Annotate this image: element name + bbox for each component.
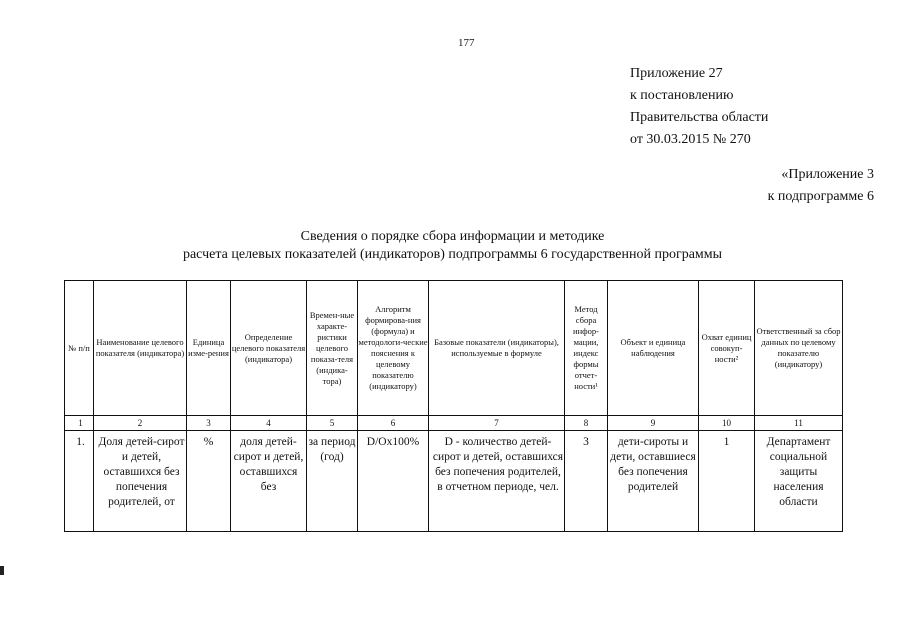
header-cell: Времен-ные характе-ристики целевого показа-теля (индика-тора): [307, 281, 358, 416]
header-cell: Алгоритм формирова-ния (формула) и методологи-ческие пояснения к целевому показателю (индикатору): [358, 281, 429, 416]
appendix-line: Правительства области: [630, 110, 769, 125]
column-number-cell: 6: [358, 416, 429, 431]
coverage-cell: 1: [699, 431, 755, 532]
sub-appendix-line: к подпрограмме 6: [767, 189, 874, 204]
row-number-cell: 1.: [65, 431, 94, 532]
table-row: [65, 431, 843, 532]
indicator-name-cell: Доля детей-сирот и детей, оставшихся без попечения родителей, от: [94, 431, 187, 532]
sub-appendix-line: «Приложение 3: [781, 167, 874, 182]
indicators-table: [64, 280, 843, 532]
unit-cell: %: [187, 431, 231, 532]
column-number-cell: 5: [307, 416, 358, 431]
title-line-1: Сведения о порядке сбора информации и методике: [300, 229, 605, 244]
responsible-cell: Департамент социальной защиты населения области: [755, 431, 843, 532]
column-number-cell: 4: [231, 416, 307, 431]
column-number-cell: 1: [65, 416, 94, 431]
header-cell: Наименование целевого показателя (индикатора): [94, 281, 187, 416]
header-cell: № п/п: [65, 281, 94, 416]
appendix-block: [630, 63, 768, 151]
time-cell: за период (год): [307, 431, 358, 532]
method-cell: 3: [565, 431, 608, 532]
header-cell: Определение целевого показателя (индикатора): [231, 281, 307, 416]
column-number-cell: 9: [608, 416, 699, 431]
object-cell: дети-сироты и дети, оставшиеся без попечения родителей: [608, 431, 699, 532]
page-number: 177: [458, 37, 475, 49]
title-line-2: расчета целевых показателей (индикаторов) подпрограммы 6 государственной программы: [182, 247, 723, 262]
column-number-cell: 10: [699, 416, 755, 431]
header-cell: Объект и единица наблюдения: [608, 281, 699, 416]
header-cell: Охват единиц совокуп-ности²: [699, 281, 755, 416]
base-indicators-cell: D - количество детей-сирот и детей, оставшихся без попечения родителей, в отчетном периоде, чел.: [429, 431, 565, 532]
header-cell: Базовые показатели (индикаторы), используемые в формуле: [429, 281, 565, 416]
column-number-cell: 3: [187, 416, 231, 431]
sub-appendix-block: [768, 164, 874, 208]
column-number-row: [65, 416, 843, 431]
table-header-row: [65, 281, 843, 416]
header-cell: Единица изме-рения: [187, 281, 231, 416]
appendix-line: Приложение 27: [630, 66, 723, 81]
column-number-cell: 8: [565, 416, 608, 431]
definition-cell: доля детей-сирот и детей, оставшихся без: [231, 431, 307, 532]
appendix-line: от 30.03.2015 № 270: [630, 132, 751, 147]
column-number-cell: 2: [94, 416, 187, 431]
header-cell: Метод сбора инфор-мации, индекс формы отчет-ности¹: [565, 281, 608, 416]
scan-edge-mark: [0, 566, 4, 575]
formula-cell: D/Ox100%: [358, 431, 429, 532]
column-number-cell: 7: [429, 416, 565, 431]
column-number-cell: 11: [755, 416, 843, 431]
document-title: [0, 228, 905, 264]
header-cell: Ответственный за сбор данных по целевому показателю (индикатору): [755, 281, 843, 416]
appendix-line: к постановлению: [630, 88, 734, 103]
